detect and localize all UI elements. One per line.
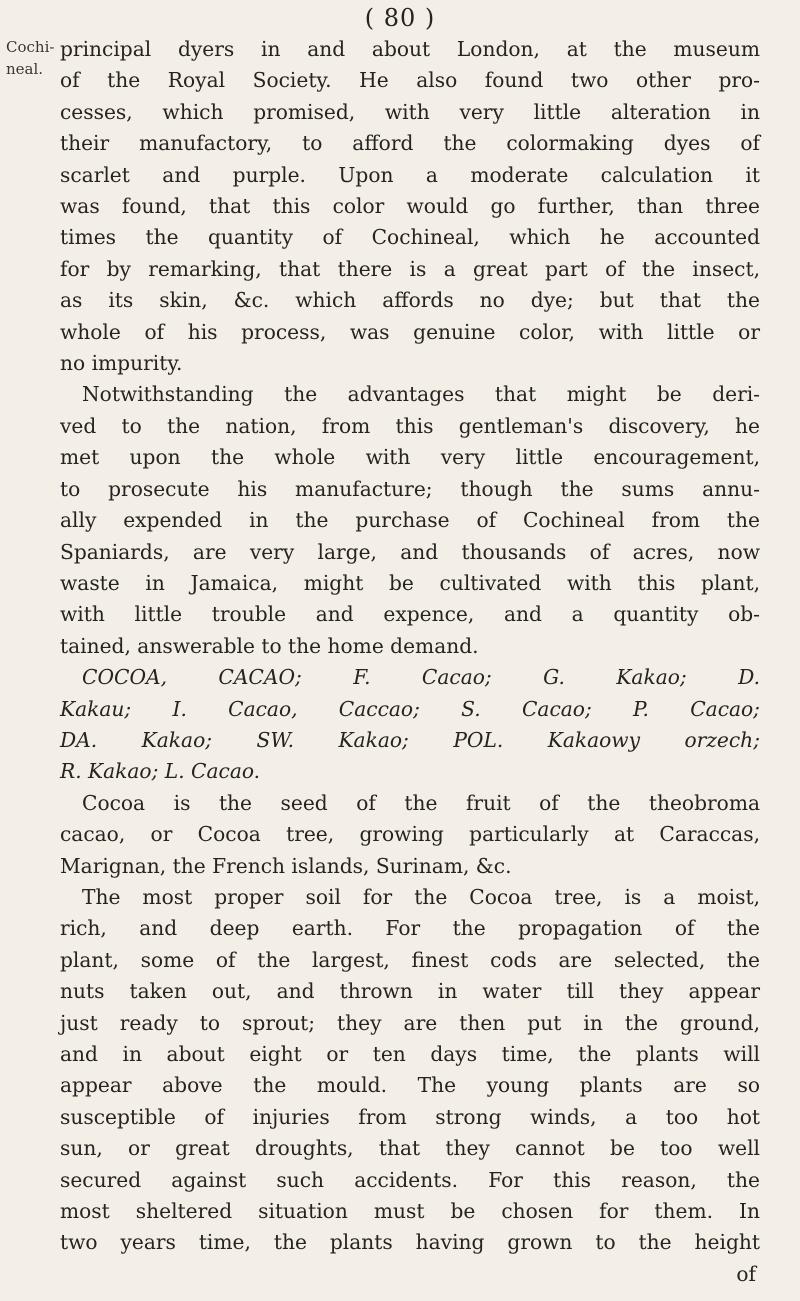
text-line: ally expended in the purchase of Cochineal from the (60, 508, 760, 533)
text-line: to prosecute his manufacture; though the sums annu- (60, 476, 760, 501)
text-line: tained, answerable to the home demand. (60, 633, 479, 658)
text-line: principal dyers in and about London, at the museum (60, 37, 760, 61)
entry-heading-line: Kakau; I. Cacao, Caccao; S. Cacao; P. Cacao; (60, 696, 760, 721)
page-number: ( 80 ) (364, 4, 436, 32)
text-line: scarlet and purple. Upon a moderate calculation it (60, 162, 760, 187)
text-line: for by remarking, that there is a great part of the insect, (60, 256, 760, 281)
text-line: plant, some of the largest, finest cods are selected, the (60, 947, 760, 972)
text-line: appear above the mould. The young plants are so (60, 1073, 760, 1098)
text-line: two years time, the plants having grown to the height (60, 1230, 760, 1255)
text-line: cacao, or Cocoa tree, growing particularly at Caraccas, (60, 822, 760, 847)
text-line: as its skin, &c. which affords no dye; but that the (60, 288, 760, 313)
margin-note (6, 36, 54, 80)
text-line: susceptible of injuries from strong winds, a too hot (60, 1104, 760, 1129)
margin-note-line: neal. (6, 60, 44, 78)
text-line: ved to the nation, from this gentleman's discovery, he (60, 413, 760, 438)
text-line: secured against such accidents. For this reason, the (60, 1167, 760, 1192)
text-line: of the Royal Society. He also found two other pro- (60, 68, 760, 93)
text-line: The most proper soil for the Cocoa tree, is a moist, (82, 884, 760, 909)
text-line: cesses, which promised, with very little alteration in (60, 99, 760, 124)
catchword: of (736, 1261, 756, 1286)
text-line: was found, that this color would go further, than three (60, 194, 760, 219)
text-line: times the quantity of Cochineal, which he accounted (60, 225, 760, 250)
text-line: Cocoa is the seed of the fruit of the theobroma (82, 790, 760, 815)
body-text (60, 34, 760, 1290)
text-line: and in about eight or ten days time, the plants will (60, 1042, 760, 1066)
text-line: their manufactory, to afford the colormaking dyes of (60, 131, 760, 156)
text-line: with little trouble and expence, and a quantity ob- (60, 602, 760, 627)
text-line: whole of his process, was genuine color, with little or (60, 319, 760, 344)
entry-heading-line: R. Kakao; L. Cacao. (60, 759, 261, 784)
text-line: just ready to sprout; they are then put in the ground, (60, 1010, 760, 1035)
text-line: rich, and deep earth. For the propagation of the (60, 916, 760, 941)
text-line: nuts taken out, and thrown in water till they appear (60, 979, 760, 1004)
text-line: no impurity. (60, 351, 183, 376)
entry-heading-line: COCOA, CACAO; F. Cacao; G. Kakao; D. (82, 665, 760, 690)
text-line: Marignan, the French islands, Surinam, &c. (60, 853, 512, 878)
text-line: Spaniards, are very large, and thousands of acres, now (60, 539, 760, 564)
text-line: sun, or great droughts, that they cannot be too well (60, 1136, 760, 1161)
text-line: waste in Jamaica, might be cultivated with this plant, (60, 570, 760, 595)
text-line: Notwithstanding the advantages that might be deri- (82, 382, 760, 407)
entry-heading-line: DA. Kakao; SW. Kakao; POL. Kakaowy orzech; (60, 727, 760, 752)
text-line: most sheltered situation must be chosen for them. In (60, 1199, 760, 1224)
text-line: met upon the whole with very little encouragement, (60, 445, 760, 470)
margin-note-line: Cochi- (6, 38, 55, 56)
